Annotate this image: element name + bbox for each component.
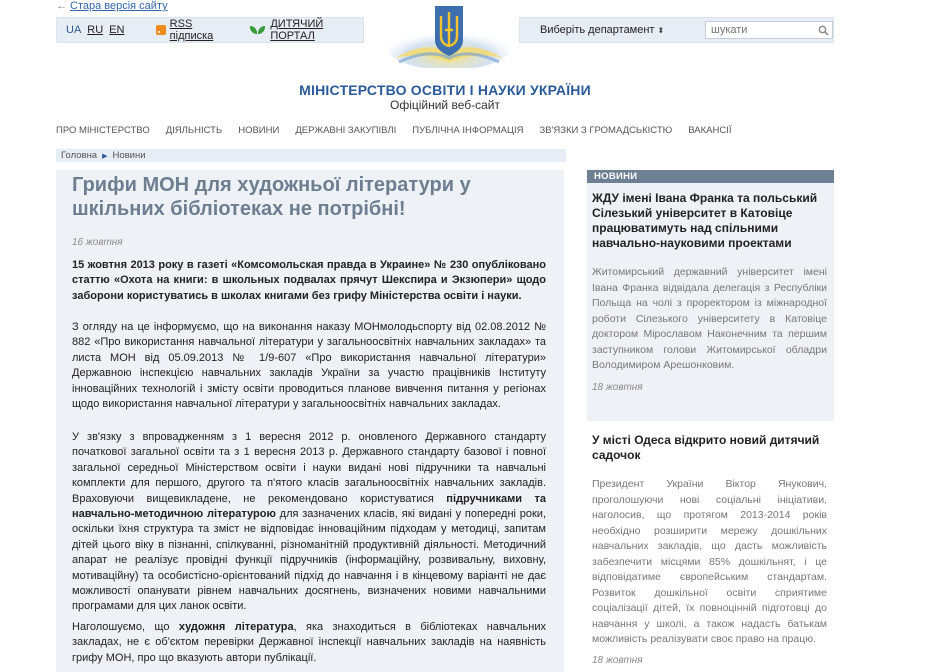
lang-en[interactable]: EN xyxy=(109,24,125,36)
kids-portal-link[interactable] xyxy=(250,18,363,42)
news-item xyxy=(587,183,834,421)
news-item-date: 18 жовтня xyxy=(592,655,643,666)
nav-public-relations[interactable]: ЗВ'ЯЗКИ З ГРОМАДСЬКІСТЮ xyxy=(539,125,673,136)
site-subtitle: Офіційний веб-сайт xyxy=(389,98,500,112)
article-date: 16 жовтня xyxy=(72,237,123,248)
news-item-text: Житомирський державний університет імені Івана Франка відвідала делегація з Республіки Польща на чолі з проректором із міжнародної роботи Сілезького університету в Катовіце доктором Мірославом Наконечним та першим заступником голови Житомирської обладри Володимиром Арешонковим. xyxy=(592,266,827,371)
news-sidebar-header: НОВИНИ xyxy=(587,170,834,183)
lang-ru[interactable]: RU xyxy=(87,24,104,36)
news-item-text: Президент України Віктор Янукович, проголошуючи нові соціальні ініціативи, наголосив, що протягом 2013-2014 років необхідно розширити мережу дошкільних навчальних закладів, що дасть можливість забезпечити місцями 85% дошкільнят, і це відповідатиме європейським стандартам. Розвиток дошкільної освіти сприятиме соціалізації дітей, їх повноцінній підготовці до навчання у школі, а також надасть батькам можливість реалізувати своє право на працю. xyxy=(592,478,827,645)
nav-about[interactable]: ПРО МІНІСТЕРСТВО xyxy=(56,125,150,136)
search-icon[interactable] xyxy=(814,22,832,38)
rss-icon xyxy=(156,25,165,35)
paragraph-emphasis: підручниками та навчально-методичною літературою xyxy=(72,492,546,521)
news-item xyxy=(587,425,834,672)
paragraph-text: , яка знаходиться в бібліотеках навчальних закладах, не є об'єктом перевірки Державної інспекції навчальних закладів на наявність грифу МОН, про що вказують автори публікації. xyxy=(72,621,546,664)
news-item-title[interactable]: У місті Одеса відкрито новий дитячий садочок xyxy=(592,433,820,462)
kids-portal-label: ДИТЯЧИЙ ПОРТАЛ xyxy=(270,18,324,42)
department-label: Виберіть департамент xyxy=(540,24,655,36)
main-nav xyxy=(56,125,747,136)
nav-procurement[interactable]: ДЕРЖАВНІ ЗАКУПІВЛІ xyxy=(295,125,397,136)
old-version-link[interactable] xyxy=(56,0,168,12)
article-title: Грифи МОН для художньої літератури у шкільних бібліотеках не потрібні! xyxy=(72,174,471,220)
rss-link[interactable] xyxy=(156,18,233,42)
article-paragraph-1: 15 жовтня 2013 року в газеті «Комсомольская правда в Украине» № 230 опубліковано статтю «Охота на книги: в школьных подвалах прячут Шекспира и Экзюпери» щодо заборони користуватись в школах книгами без грифу Міністерства освіти і науки. xyxy=(72,259,546,302)
paragraph-text: Наголошуємо, що xyxy=(72,621,179,633)
breadcrumb-home[interactable]: Головна xyxy=(61,150,98,161)
updown-caret-icon: ⬍ xyxy=(657,25,665,35)
news-item-date: 18 жовтня xyxy=(592,382,643,393)
article-paragraph-4 xyxy=(72,620,546,666)
article-paragraph-3 xyxy=(72,430,546,615)
paragraph-text: для зазначених класів, які видані у попередні роки, оскільки їхня структура та зміст не відповідає інноваційним підходам у методиці, запитам дітей цього віку в пізнанні, спілкуванні, різноманітній продуктивній діяльності. Методичний апарат не реалізує провідні функції підручників (інформаційну, розвивальну, виховну, мотиваційну) та особистісно-орієнтований підхід до навчання і в кінцевому варіанті не дає можливості опанувати рівнем навчальних досягнень, визначених новими навчальними програмами для цих ланок освіти. xyxy=(72,508,547,613)
search-input[interactable] xyxy=(706,24,814,36)
nav-public-info[interactable]: ПУБЛІЧНА ІНФОРМАЦІЯ xyxy=(412,125,524,136)
paragraph-text: У зв'язку з впровадженням з 1 вересня 2012 р. оновленого Державного стандарту початкової загальної освіти та з 1 вересня 2013 р. Державного стандарту базової і повної загальної середньої Міністерством освіти і науки видані нові підручники та навчальні комплекти для першого, другого та п'ятого класів загальноосвітніх навчальних закладів. Враховуючи вищевикладене, не рекомендовано користуватися xyxy=(72,431,546,505)
department-search-bar xyxy=(519,17,834,43)
news-sidebar xyxy=(587,170,834,666)
lang-ua[interactable]: UA xyxy=(66,24,82,36)
search-box xyxy=(705,21,833,39)
nav-news[interactable]: НОВИНИ xyxy=(238,125,280,136)
article-paragraph-2: З огляду на це інформуємо, що на виконання наказу МОНмолодьспорту від 02.08.2012 № 882 «Про використання навчальної літератури у загальноосвітніх навчальних закладах» та листа МОН від 05.09.2013 № 1/9-607 «Про використання навчальної літератури» Державною інспекцією навчальних закладів України за участю працівників Інституту інноваційних технологій і змісту освіти проводиться планове вивчення питання у регіонах щодо використання навчальної літератури у загальноосвітніх навчальних закладах. xyxy=(72,321,546,411)
article-panel xyxy=(56,170,564,672)
breadcrumb-current: Новини xyxy=(112,150,146,161)
top-utility-bar xyxy=(56,17,364,43)
triangle-right-icon: ▶ xyxy=(102,152,108,160)
arrow-left-icon: ← xyxy=(56,0,67,12)
emblem-logo[interactable] xyxy=(385,0,513,68)
rss-label: RSS підписка xyxy=(169,18,214,42)
old-version-label[interactable]: Стара версія сайту xyxy=(70,0,168,12)
nav-vacancies[interactable]: ВАКАНСІЇ xyxy=(688,125,732,136)
paragraph-emphasis: художня література xyxy=(178,621,294,633)
site-title[interactable]: МІНІСТЕРСТВО ОСВІТИ І НАУКИ УКРАЇНИ xyxy=(299,82,591,98)
leaf-icon xyxy=(250,25,265,35)
news-item-title[interactable]: ЖДУ імені Івана Франка та польський Сілезький університет в Катовіце працюватимуть над спільними навчально-науковими проектами xyxy=(592,191,818,250)
breadcrumb xyxy=(56,149,566,162)
nav-activity[interactable]: ДІЯЛЬНІСТЬ xyxy=(165,125,223,136)
department-select[interactable] xyxy=(540,24,681,36)
